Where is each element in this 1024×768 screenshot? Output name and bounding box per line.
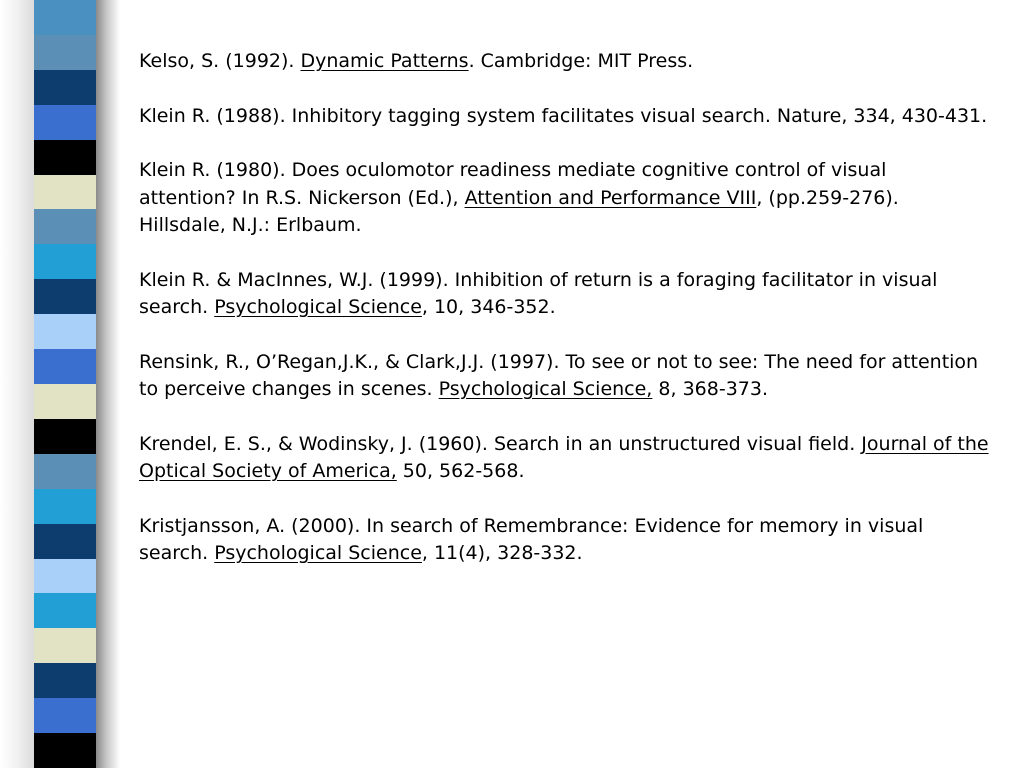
stripe-segment: [34, 105, 96, 140]
reference-title: Psychological Science,: [438, 378, 653, 400]
reference-item: [139, 103, 989, 131]
stripe-segment: [34, 524, 96, 559]
stripe-segment: [34, 35, 96, 70]
stripe-segment: [34, 663, 96, 698]
reference-title: Attention and Performance VIII: [464, 186, 757, 209]
reference-item: [139, 349, 989, 404]
reference-text: Kristjansson, A. (2000). In search of Remembrance: Evidence for memory in visual search.: [139, 514, 924, 564]
reference-details: , 10, 346-352.: [421, 296, 556, 318]
reference-title: Psychological Science: [214, 296, 422, 318]
stripe-segment: [34, 593, 96, 628]
reference-details: 50, 562-568.: [396, 460, 525, 482]
reference-item: [139, 157, 989, 240]
reference-item: [139, 431, 989, 486]
reference-text: Krendel, E. S., & Wodinsky, J. (1960). Search in an unstructured visual field.: [139, 432, 862, 455]
reference-details: , (pp.259-276). Hillsdale, N.J.: Erlbaum.: [139, 186, 899, 236]
reference-title: Journal of the Optical Society of America,: [139, 432, 989, 482]
stripe-segment: [34, 384, 96, 419]
reference-item: [139, 48, 989, 76]
stripe-segment: [34, 419, 96, 454]
reference-text: Klein R. (1988). Inhibitory tagging system facilitates visual search. Nature, 334, 430-431.: [139, 104, 988, 127]
stripe-column: [34, 0, 96, 768]
stripe-segment: [34, 454, 96, 489]
stripe-segment: [34, 733, 96, 768]
reference-item: [139, 513, 989, 568]
stripe-segment: [34, 698, 96, 733]
stripe-bar-shadow-right: [96, 0, 120, 768]
stripe-segment: [34, 279, 96, 314]
stripe-segment: [34, 349, 96, 384]
stripe-segment: [34, 314, 96, 349]
reference-details: 8, 368-373.: [652, 378, 768, 400]
reference-list: [139, 48, 989, 595]
stripe-segment: [34, 244, 96, 279]
stripe-segment: [34, 0, 96, 35]
decorative-stripe-bar: [0, 0, 120, 768]
stripe-segment: [34, 489, 96, 524]
stripe-segment: [34, 70, 96, 105]
reference-item: [139, 267, 989, 322]
reference-details: . Cambridge: MIT Press.: [468, 50, 694, 72]
reference-details: , 11(4), 328-332.: [421, 542, 583, 564]
stripe-segment: [34, 140, 96, 175]
reference-text: Klein R. & MacInnes, W.J. (1999). Inhibition of return is a foraging facilitator in visual search.: [139, 268, 938, 318]
reference-title: Dynamic Patterns: [300, 50, 469, 72]
reference-text: Rensink, R., O’Regan,J.K., & Clark,J.J. (1997). To see or not to see: The need for attention to perceive changes in scenes.: [139, 350, 979, 400]
reference-text: Kelso, S. (1992).: [139, 50, 301, 72]
reference-text: Klein R. (1980). Does oculomotor readiness mediate cognitive control of visual attention? In R.S. Nickerson (Ed.),: [139, 159, 887, 209]
stripe-segment: [34, 628, 96, 663]
stripe-bar-shadow-left: [0, 0, 36, 768]
stripe-segment: [34, 175, 96, 210]
reference-title: Psychological Science: [214, 542, 422, 564]
stripe-segment: [34, 559, 96, 594]
stripe-segment: [34, 209, 96, 244]
